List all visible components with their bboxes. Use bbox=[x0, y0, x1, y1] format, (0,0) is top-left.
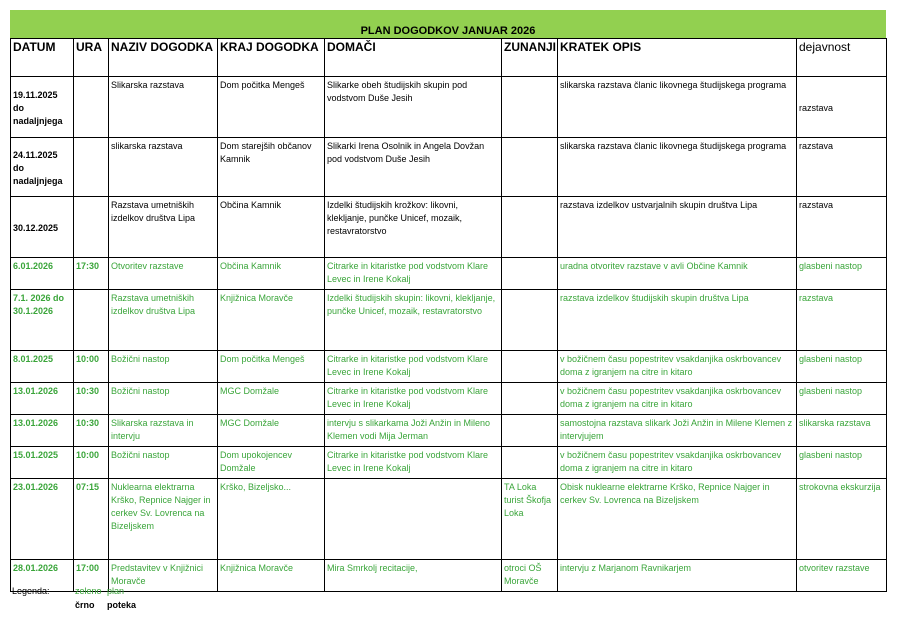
cell-description: v božičnem času popestritev vsakdanjika oskrbovancev doma z igranjem na citre in kitaro bbox=[558, 447, 797, 479]
cell-event-place: Občina Kamnik bbox=[218, 197, 325, 258]
cell-activity: glasbeni nastop bbox=[797, 447, 887, 479]
cell-event-place: MGC Domžale bbox=[218, 415, 325, 447]
table-row bbox=[11, 447, 887, 479]
cell-description: razstava izdelkov ustvarjalnih skupin društva Lipa bbox=[558, 197, 797, 258]
cell-external bbox=[502, 383, 558, 415]
header-activity: dejavnost bbox=[797, 39, 887, 77]
cell-external bbox=[502, 258, 558, 290]
cell-description: intervju z Marjanom Ravnikarjem bbox=[558, 560, 797, 592]
cell-event-name: Nuklearna elektrarna Krško, Repnice Najger in cerkev Sv. Lovrenca na Bizeljskem bbox=[109, 479, 218, 560]
cell-event-place: Dom starejših občanov Kamnik bbox=[218, 138, 325, 197]
cell-date: 28.01.2026 bbox=[11, 560, 74, 592]
cell-description: v božičnem času popestritev vsakdanjika oskrbovancev doma z igranjem na citre in kitaro bbox=[558, 383, 797, 415]
header-date: DATUM bbox=[11, 39, 74, 77]
table-row bbox=[11, 560, 887, 592]
page-title bbox=[10, 10, 886, 38]
cell-date: 6.01.2026 bbox=[11, 258, 74, 290]
table-row bbox=[11, 351, 887, 383]
table-row bbox=[11, 77, 887, 138]
cell-date: 15.01.2025 bbox=[11, 447, 74, 479]
cell-domestic: intervju s slikarkama Joži Anžin in Mileno Klemen vodi Mija Jerman bbox=[325, 415, 502, 447]
table-row bbox=[11, 197, 887, 258]
cell-domestic: Slikarki Irena Osolnik in Angela Dovžan pod vodstvom Duše Jesih bbox=[325, 138, 502, 197]
cell-activity: glasbeni nastop bbox=[797, 258, 887, 290]
table-row bbox=[11, 290, 887, 351]
legend-key-plan: zeleno bbox=[75, 586, 102, 596]
cell-domestic: Slikarke obeh študijskih skupin pod vodstvom Duše Jesih bbox=[325, 77, 502, 138]
cell-activity: razstava bbox=[797, 197, 887, 258]
cell-date: 23.01.2026 bbox=[11, 479, 74, 560]
cell-external bbox=[502, 290, 558, 351]
legend-item-plan bbox=[75, 584, 124, 598]
cell-event-name: Razstava umetniških izdelkov društva Lipa bbox=[109, 290, 218, 351]
cell-date: 13.01.2026 bbox=[11, 383, 74, 415]
cell-time: 10:30 bbox=[74, 383, 109, 415]
cell-activity: otvoritev razstave bbox=[797, 560, 887, 592]
header-description: KRATEK OPIS bbox=[558, 39, 797, 77]
table-row bbox=[11, 258, 887, 290]
cell-external bbox=[502, 197, 558, 258]
cell-activity: glasbeni nastop bbox=[797, 351, 887, 383]
cell-time bbox=[74, 197, 109, 258]
cell-event-place: Občina Kamnik bbox=[218, 258, 325, 290]
table-row bbox=[11, 138, 887, 197]
cell-external bbox=[502, 77, 558, 138]
cell-activity: strokovna ekskurzija bbox=[797, 479, 887, 560]
cell-event-name: Božični nastop bbox=[109, 351, 218, 383]
cell-event-name: Predstavitev v Knjižnici Moravče bbox=[109, 560, 218, 592]
cell-event-name: Božični nastop bbox=[109, 383, 218, 415]
cell-activity: glasbeni nastop bbox=[797, 383, 887, 415]
cell-event-name: Slikarska razstava in intervju bbox=[109, 415, 218, 447]
cell-event-name: slikarska razstava bbox=[109, 138, 218, 197]
table-row bbox=[11, 383, 887, 415]
cell-event-place: Dom upokojencev Domžale bbox=[218, 447, 325, 479]
cell-domestic: Citrarke in kitaristke pod vodstvom Klare Levec in Irene Kokalj bbox=[325, 258, 502, 290]
header-event-place: KRAJ DOGODKA bbox=[218, 39, 325, 77]
cell-domestic: Mira Smrkolj recitacije, bbox=[325, 560, 502, 592]
cell-domestic: Citrarke in kitaristke pod vodstvom Klare Levec in Irene Kokalj bbox=[325, 447, 502, 479]
cell-external bbox=[502, 415, 558, 447]
legend-item-ongoing bbox=[75, 598, 136, 612]
cell-external bbox=[502, 447, 558, 479]
table-row bbox=[11, 479, 887, 560]
cell-date: 30.12.2025 bbox=[11, 197, 74, 258]
cell-time bbox=[74, 138, 109, 197]
cell-date: 24.11.2025 do nadaljnjega bbox=[11, 138, 74, 197]
cell-date: 19.11.2025 do nadaljnjega bbox=[11, 77, 74, 138]
cell-domestic bbox=[325, 479, 502, 560]
cell-time: 10:00 bbox=[74, 351, 109, 383]
table-row bbox=[11, 415, 887, 447]
cell-description: samostojna razstava slikark Joži Anžin in Milene Klemen z intervjujem bbox=[558, 415, 797, 447]
cell-time: 17:30 bbox=[74, 258, 109, 290]
cell-activity: razstava bbox=[797, 290, 887, 351]
cell-description: slikarska razstava članic likovnega študijskega programa bbox=[558, 138, 797, 197]
cell-activity: slikarska razstava bbox=[797, 415, 887, 447]
header-event-name: NAZIV DOGODKA bbox=[109, 39, 218, 77]
cell-external: otroci OŠ Moravče bbox=[502, 560, 558, 592]
cell-time: 10:00 bbox=[74, 447, 109, 479]
cell-event-name: Slikarska razstava bbox=[109, 77, 218, 138]
cell-description: uradna otvoritev razstave v avli Občine Kamnik bbox=[558, 258, 797, 290]
cell-external bbox=[502, 138, 558, 197]
cell-time: 07:15 bbox=[74, 479, 109, 560]
cell-event-place: Knjižnica Moravče bbox=[218, 560, 325, 592]
cell-event-place: Knjižnica Moravče bbox=[218, 290, 325, 351]
cell-date: 7.1. 2026 do 30.1.2026 bbox=[11, 290, 74, 351]
legend-value-ongoing: poteka bbox=[107, 600, 137, 610]
cell-domestic: Izdelki študijskih skupin: likovni, klekljanje, punčke Unicef, mozaik, restavratorstvo bbox=[325, 290, 502, 351]
legend-value-plan: plan bbox=[107, 586, 125, 596]
cell-description: Obisk nuklearne elektrarne Krško, Repnice Najger in cerkev Sv. Lovrenca na Bizeljskem bbox=[558, 479, 797, 560]
table-body bbox=[11, 77, 887, 592]
cell-event-place: Dom počitka Mengeš bbox=[218, 351, 325, 383]
cell-domestic: Citrarke in kitaristke pod vodstvom Klare Levec in Irene Kokalj bbox=[325, 383, 502, 415]
header-time: URA bbox=[74, 39, 109, 77]
events-table bbox=[10, 38, 887, 592]
cell-activity: razstava bbox=[797, 138, 887, 197]
cell-event-name: Božični nastop bbox=[109, 447, 218, 479]
cell-external bbox=[502, 351, 558, 383]
legend-label: Legenda: bbox=[12, 586, 50, 596]
cell-event-place: Dom počitka Mengeš bbox=[218, 77, 325, 138]
cell-date: 8.01.2025 bbox=[11, 351, 74, 383]
table-header-row bbox=[11, 39, 887, 77]
header-external: ZUNANJI bbox=[502, 39, 558, 77]
cell-description: slikarska razstava članic likovnega študijskega programa bbox=[558, 77, 797, 138]
cell-time: 10:30 bbox=[74, 415, 109, 447]
cell-description: v božičnem času popestritev vsakdanjika oskrbovancev doma z igranjem na citre in kitaro bbox=[558, 351, 797, 383]
cell-time bbox=[74, 77, 109, 138]
cell-event-name: Razstava umetniških izdelkov društva Lipa bbox=[109, 197, 218, 258]
cell-domestic: Citrarke in kitaristke pod vodstvom Klare Levec in Irene Kokalj bbox=[325, 351, 502, 383]
cell-description: razstava izdelkov študijskih skupin društva Lipa bbox=[558, 290, 797, 351]
header-domestic: DOMAČI bbox=[325, 39, 502, 77]
cell-date: 13.01.2026 bbox=[11, 415, 74, 447]
cell-event-place: Krško, Bizeljsko... bbox=[218, 479, 325, 560]
cell-activity: razstava bbox=[797, 77, 887, 138]
cell-time: 17:00 bbox=[74, 560, 109, 592]
cell-external: TA Loka turist Škofja Loka bbox=[502, 479, 558, 560]
cell-event-place: MGC Domžale bbox=[218, 383, 325, 415]
cell-time bbox=[74, 290, 109, 351]
page-title-text: PLAN DOGODKOV JANUAR 2026 bbox=[360, 25, 536, 37]
cell-event-name: Otvoritev razstave bbox=[109, 258, 218, 290]
legend-key-ongoing: črno bbox=[75, 600, 95, 610]
cell-domestic: Izdelki študijskih krožkov: likovni, klekljanje, punčke Unicef, mozaik, restavratorstvo bbox=[325, 197, 502, 258]
